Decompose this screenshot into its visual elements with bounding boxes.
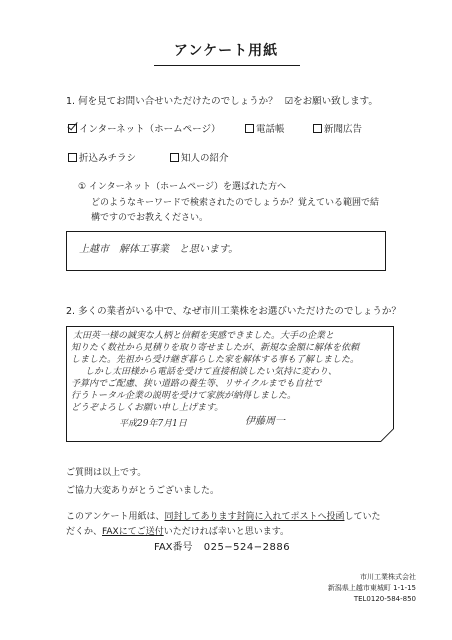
closing-underlined-text: 同封してあります封筒に入れてポストへ投函 [164, 512, 345, 522]
option-label: インターネット（ホームページ） [79, 124, 221, 135]
closing-line-1: ご質問は以上です。 [66, 468, 147, 478]
answer-box-1[interactable] [66, 231, 386, 271]
company-block [328, 572, 416, 605]
option-flyer[interactable] [68, 150, 136, 164]
answer-box-2[interactable] [66, 326, 394, 442]
closing-text: だくか、 [66, 527, 103, 537]
closing-line-2: ご協力大変ありがとうございました。 [66, 486, 220, 496]
fax-number: 025−524−2886 [203, 542, 291, 553]
closing-text: していた [344, 512, 381, 522]
followup-line-1: ① インターネット（ホームページ）を選ばれた方へ [78, 182, 286, 192]
followup-line-3: 構ですのでお教えください。 [91, 213, 209, 223]
answer-line: しました。先祖から受け継ぎ暮らした家を解体する事も了解しました。 [71, 355, 360, 365]
closing-text: いただければ幸いと思います。 [163, 527, 289, 537]
answer-line: 予算内でご配慮、狭い道路の養生等、リサイクルまでも自社で [71, 379, 322, 389]
request-checkbox-icon: ☑ [284, 96, 294, 107]
closing-text: このアンケート用紙は、 [66, 512, 165, 522]
closing-line-3 [66, 510, 381, 524]
handwritten-answer-1: 上越市 解体工事業 と思います。 [79, 244, 239, 255]
answer-line: しかし太田様から電話を受けて直接相談したい気持に変わり、 [85, 367, 338, 377]
checkbox-icon[interactable] [313, 124, 322, 133]
option-label: 電話帳 [256, 124, 285, 135]
option-label: 知人の紹介 [181, 153, 229, 164]
company-address: 新潟県上越市東城町 1-1-15 [327, 584, 416, 592]
followup-line-2: どのようなキーワードで検索されたのでしょうか？覚えている範囲で結 [91, 198, 380, 208]
closing-line-4 [66, 525, 289, 539]
fax-label: FAX番号 [154, 542, 193, 553]
answer-line: 太田英一様の誠実な人柄と信頼を実感できました。大手の企業と [73, 331, 335, 341]
answer-line: 知りたく数社から見積りを取り寄せましたが、新規な金額に解体を依頼 [71, 343, 360, 353]
question-1 [66, 93, 378, 107]
company-tel: TEL0120-584-850 [353, 595, 416, 603]
question-2-text: 2. 多くの業者がいる中で、なぜ市川工業株をお選びいただけたのでしょうか？ [66, 306, 401, 317]
fax-line [154, 541, 290, 555]
answer-line: 行うトータル企業の説明を受けて家族が納得しました。 [71, 391, 297, 401]
checkbox-checked-icon[interactable] [68, 124, 77, 133]
answer-signature: 伊藤周一 [245, 416, 285, 427]
question-1-text: 1. 何を見てお問い合せいただけたのでしょうか？ [66, 96, 278, 107]
option-phonebook[interactable] [245, 121, 285, 135]
checkbox-icon[interactable] [245, 124, 254, 133]
answer-date: 平成29年7月1日 [119, 419, 187, 429]
answer-line: どうぞよろしくお願い申し上げます。 [71, 403, 224, 413]
checkbox-icon[interactable] [170, 153, 179, 162]
option-newspaper[interactable] [313, 121, 362, 135]
option-internet[interactable] [68, 121, 220, 135]
closing-underlined-text: FAXにてご送付 [102, 527, 164, 537]
page-title: アンケート用紙 [173, 43, 279, 59]
title-underline [154, 65, 300, 66]
option-label: 折込みチラシ [79, 153, 137, 164]
company-name: 市川工業株式会社 [360, 573, 416, 581]
option-label: 新聞広告 [324, 124, 363, 135]
option-referral[interactable] [170, 150, 229, 164]
checkbox-icon[interactable] [68, 153, 77, 162]
request-text: をお願い致します。 [293, 96, 378, 107]
